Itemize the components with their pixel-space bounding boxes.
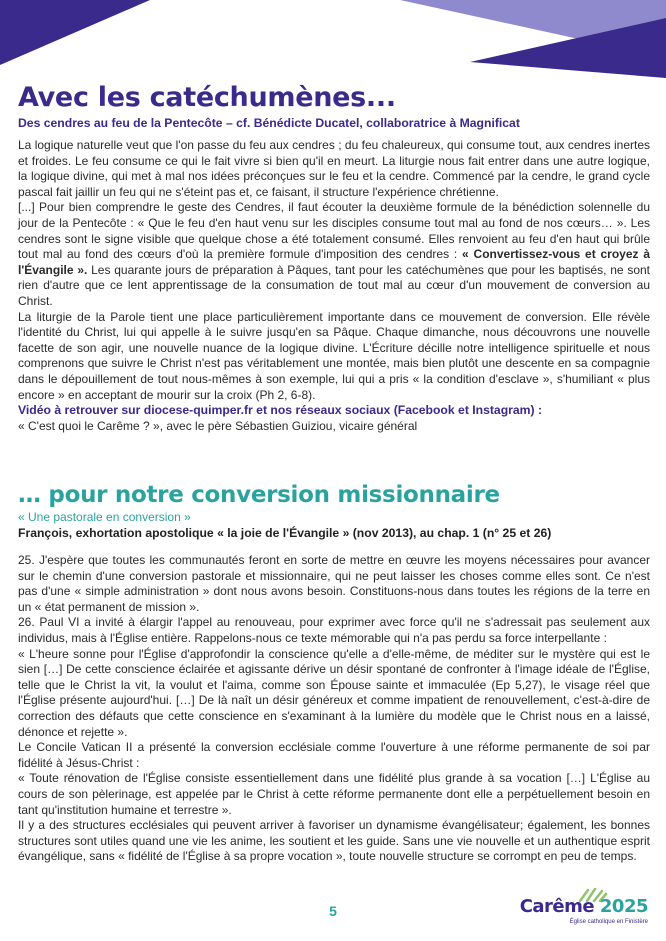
section1-paragraph (18, 200, 650, 309)
section2-paragraph: Il y a des structures ecclésiales qui peuvent arriver à favoriser un dynamisme évangélisateur; également, les bonnes structures sont utiles quand une vie les anime, les soutient et les guide. Sans une vie nouvelle et un authentique esprit évangélique, sans « fidélité de l'Église à sa propre vocation », toute nouvelle structure se corrompt en peu de temps. (18, 818, 650, 864)
video-title: Vidéo à retrouver sur diocese-quimper.fr et nos réseaux sociaux (Facebook et Instagram) : (18, 403, 543, 417)
page-number: 5 (329, 903, 337, 919)
section1-title: Avec les catéchumènes... (18, 82, 396, 113)
section1-body (18, 138, 650, 403)
emphasized-quote: « Convertissez-vous et croyez à l'Évangile ». (18, 247, 651, 277)
logo-tagline: Église catholique en Finistère (569, 919, 648, 925)
section2-paragraph: 26. Paul VI a invité à élargir l'appel au renouveau, pour exprimer avec force qu'il ne s'adressait pas seulement aux individus, mais à l'Église entière. Rappelons-nous ce texte mémorable qui n'a pas perdu sa force interpellante : (18, 615, 650, 645)
section1-paragraph: La liturgie de la Parole tient une place particulièrement importante dans ce mouvement de conversion. Elle révèle l'identité du Christ, lui qui appelle à le suivre jusqu'en sa Pâque. Chaque dimanche, nous découvrons une nouvelle facette de son agir, une nouvelle nuance de la logique divine. L'Écriture décille notre intelligence spirituelle et nous comprenons que suivre le Christ n'est pas véritablement une montée, mais bien plutôt une descente en sa compagnie dans le dépouillement de tout nous-mêmes à son exemple, lui qui a pris « la condition d'esclave », s'humiliant « plus encore » en acceptant de mourir sur la croix (Ph 2, 6-8). (18, 309, 650, 402)
logo-wordmark (520, 896, 648, 917)
logo-word: Carême (519, 896, 595, 917)
section2-paragraph: « L'heure sonne pour l'Église d'approfondir la conscience qu'elle a d'elle-même, de méditer sur le mystère qui est le sien […] De cette conscience éclairée et agissante dérive un désir spontané de confronter à l'image idéale de l'Église, telle que le Christ la vit, la voulut et l'aima, comme son Épouse sainte et immaculée (Ep 5,27), le visage réel que l'Église présente aujourd'hui. […] De là naît un désir généreux et comme impatient de renouvellement, c'est-à-dire de correction des défauts que cette conscience en s'examinant à la lumière du modèle que le Christ nous en a laissé, dénonce et rejette ». (18, 646, 650, 739)
section2-title: … pour notre conversion missionnaire (18, 482, 500, 508)
logo-year: 2025 (599, 896, 648, 917)
section2-paragraph: « Toute rénovation de l'Église consiste essentiellement dans une fidélité plus grande à sa vocation […] L'Église au cours de son pèlerinage, est appelée par le Christ à cette réforme permanente dont elle a perpétuellement besoin en tant qu'institution humaine et terrestre ». (18, 771, 650, 817)
text-span: Les quarante jours de préparation à Pâques, tant pour les catéchumènes que pour les baptisés, ne sont rien d'autre que ce lent apprentissage de la consumation de tout mal au cœur d'un mouvement de conversion au Christ. (18, 262, 651, 308)
header-decoration (0, 0, 666, 90)
text-span: [...] Pour bien comprendre le geste des Cendres, il faut écouter la deuxième formule de la bénédiction solennelle du jour de la Pentecôte : « Que le feu d'en haut venu sur les disciples consume tout mal au fond de nos cœurs… ». Les cendres sont le signe visible que quelque chose a été totalement consumé. Elles renvoient au feu d'en haut qui brûle tout mal au fond des cœurs d'où la première formule d'imposition des cendres : (18, 200, 650, 262)
section1-paragraph: La logique naturelle veut que l'on passe du feu aux cendres ; du feu chaleureux, qui consume tout, aux cendres inertes et froides. Le feu consume ce qui le fait vivre si bien qu'il en meurt. La liturgie nous fait entrer dans une autre logique, la logique divine, qui met à mal nos idées préconçues sur le feu et la cendre. Commencé par la cendre, le grand cycle pascal fait jaillir un feu qui ne s'éteint pas et, ce faisant, il structure l'expérience chrétienne. (18, 138, 650, 199)
section1-subtitle: Des cendres au feu de la Pentecôte – cf. Bénédicte Ducatel, collaboratrice à Magnificat (18, 116, 520, 130)
careme-logo (519, 888, 652, 936)
video-note (18, 403, 650, 434)
section2-body (18, 553, 650, 865)
section2-subtitle: « Une pastorale en conversion » (18, 510, 191, 524)
section2-paragraph: Le Concile Vatican II a présenté la conversion ecclésiale comme l'ouverture à une réforme permanente de soi par fidélité à Jésus-Christ : (18, 740, 650, 770)
section2-reference: François, exhortation apostolique « la joie de l'Évangile » (nov 2013), au chap. 1 (n° 25 et 26) (18, 526, 552, 540)
video-subtitle: « C'est quoi le Carême ? », avec le père Sébastien Guiziou, vicaire général (18, 418, 418, 433)
top-left-shape (0, 0, 150, 65)
section2-paragraph: 25. J'espère que toutes les communautés feront en sorte de mettre en œuvre les moyens nécessaires pour avancer sur le chemin d'une conversion pastorale et missionnaire, qui ne peut laisser les choses comme elles sont. Ce n'est pas d'une « simple administration » dont nous avons besoin. Constituons-nous dans toutes les régions de la terre en un « état permanent de mission ». (18, 553, 650, 614)
